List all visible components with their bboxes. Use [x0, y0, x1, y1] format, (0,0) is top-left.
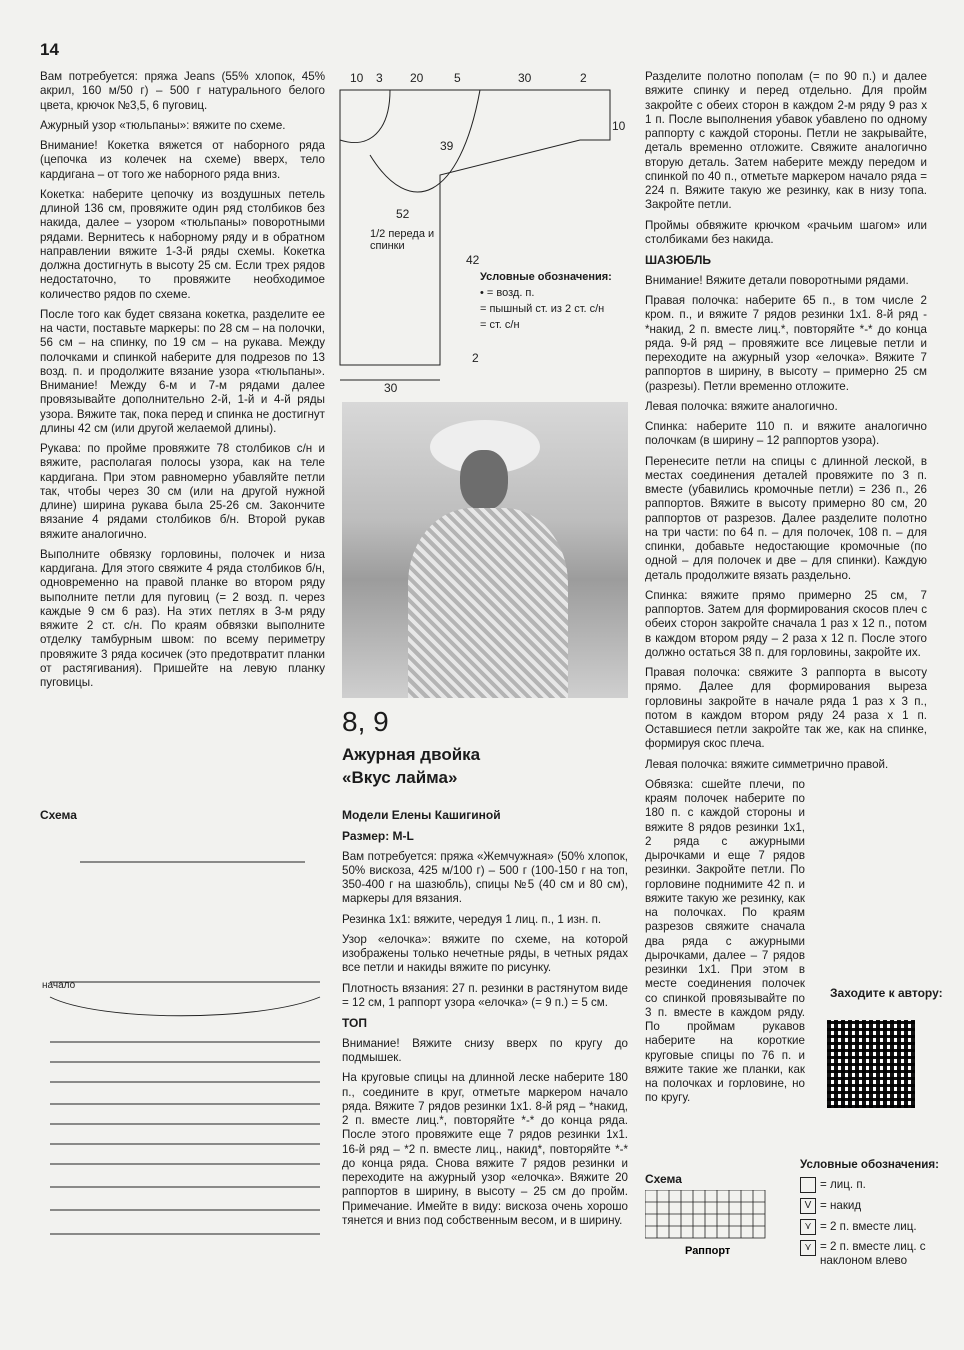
- knit-chart: [645, 1190, 785, 1260]
- title-line-1: Ажурная двойка: [342, 745, 481, 764]
- k2tog-icon: ⋎: [800, 1219, 816, 1235]
- mid-top-note: Внимание! Вяжите снизу вверх по кругу до подмышек.: [342, 1036, 628, 1064]
- ssk-icon: ⋎: [800, 1240, 816, 1256]
- dim-30b: 30: [384, 381, 398, 395]
- dim-5: 5: [454, 71, 461, 85]
- left-p3: Внимание! Кокетка вяжется от наборного ряда (цепочка из колечек на схеме) вверх, тело кардигана – от того же наборного ряда вниз.: [40, 139, 325, 181]
- face: [460, 450, 508, 510]
- r9: Правая полочка: свяжите 3 раппорта в высоту прямо. Далее для формирования выреза горловины закройте в начале ряда 1 раз x 3 п., потом в каждом втором ряду 24 раза x 1 п. Оставшиеся петли закройте так же, как на спинке, формируя скос плеча.: [645, 666, 927, 751]
- dim-2: 2: [580, 71, 587, 85]
- dim-20: 20: [410, 71, 424, 85]
- left-p2: Ажурный узор «тюльпаны»: вяжите по схеме.: [40, 118, 286, 132]
- model-number: 8, 9: [342, 706, 389, 737]
- crochet-chart: [40, 842, 325, 1260]
- left-p1: Вам потребуется: пряжа Jeans (55% хлопок, 45% акрил, 160 м/50 г) – 500 г натурального белого цвета, крючок №3,5, 6 пуговиц.: [40, 70, 325, 112]
- legend-yarnover: = накид: [820, 1198, 862, 1212]
- qr-code[interactable]: [827, 1020, 915, 1108]
- yarnover-icon: V: [800, 1198, 816, 1214]
- r5: Левая полочка: вяжите аналогично.: [645, 399, 838, 413]
- model-photo: [342, 402, 628, 698]
- legend-knit: = лиц. п.: [820, 1177, 866, 1191]
- mid-top-text: На круговые спицы на длинной леске наберите 180 п., соедините в круг, отметьте маркером начало ряда. Вяжите 7 рядов резинки 1x1. 8-й ряд – *накид, 2 п. вместе лиц.*, повторяйте *-* до конца ряда. После этого провяжите еще 7 рядов резинки 1x1. 16-й ряд – *2 п. вместе лиц., накид*, повторяйте *-* до конца ряда. Снова вяжите 7 рядов резинки и переходите на ажурный узор «елочка». Вяжите 20 раппортов в ширину, в высоту – 25 см до пройм. Примечание. Имейте в виду: вискоза очень хорошо тянется и вниз под собственным весом, и в ширину.: [342, 1071, 628, 1227]
- r11: Обвязка: сшейте плечи, по краям полочек наберите по 180 п. с каждой стороны и вяжите 8 рядов резинки 1x1, 2 ряда с ажурными дырочками и еще 7 рядов резинки. Закройте петли. По горловине поднимите 42 п. и вяжите такую же резинку, как на полочках. По краям разрезов свяжите сначала два ряда с ажурными дырочками, далее – 7 рядов резинки 1x1. При этом в месте соединения полочек со спинкой провязывайте по 3 п. вместе в каждом ряду. По проймам рукавов наберите на короткие круговые спицы по 76 п. и вяжите такие же планки, как на полочках и горловине, но по кругу.: [645, 777, 805, 1105]
- piece-label: 1/2 переда и спинки: [370, 228, 435, 252]
- dim-10: 10: [350, 71, 364, 85]
- title-line-2: «Вкус лайма»: [342, 767, 458, 787]
- r4: Правая полочка: наберите 65 п., в том числе 2 кром. п., и вяжите 7 рядов резинки 1x1. 8-й ряд - *накид, 2 п. вместе лиц.*, повторяйте *-* до конца ряда. 9-й ряд – провяжите все лицевые петли и переходите на ажурный узор «елочка». Вяжите 7 раппортов в ширину, в высоту – примерно 25 см (разрезы). Петли временно отложите.: [645, 294, 927, 393]
- top-heading: ТОП: [342, 1016, 367, 1030]
- legend-puff: = пышный ст. из 2 ст. с/н: [480, 302, 605, 315]
- right-scheme-label: Схема: [645, 1172, 682, 1186]
- left-scheme-label: Схема: [40, 808, 77, 822]
- right-column: [645, 70, 927, 1112]
- legend-ssk: = 2 п. вместе лиц. с наклоном влево: [820, 1239, 926, 1267]
- dim-3: 3: [376, 71, 383, 85]
- dim-52: 52: [396, 207, 410, 221]
- r10: Левая полочка: вяжите симметрично правой.: [645, 757, 889, 771]
- legend-chain: • = возд. п.: [480, 286, 535, 299]
- mid-pattern: Узор «елочка»: вяжите по схеме, на которой изображены только нечетные ряды, в четных рядах все петли и накиды вяжите по рисунку.: [342, 932, 628, 975]
- middle-column: [342, 808, 628, 1234]
- author-link-label: Заходите к автору:: [830, 986, 943, 1000]
- size: Размер: M-L: [342, 828, 414, 843]
- left-p4: Кокетка: наберите цепочку из воздушных петель длиной 136 см, провяжите один ряд столбиков без накида, далее – узором «тюльпаны» поворотными рядами. Вернитесь к наборному ряду и в обратном направлении вяжите 1-3-й ряды схемы. Кокетка должна достигнуть в высоту 25 см. Если трех рядов недостаточно, то провяжите необходимое количество рядов по схеме.: [40, 187, 325, 301]
- legend-k2tog: = 2 п. вместе лиц.: [820, 1219, 917, 1233]
- knit-icon: [800, 1177, 816, 1193]
- left-p5: После того как будет связана кокетка, разделите ее на части, поставьте маркеры: по 28 см – на полочки, 56 см – на спинку, по 19 см – на рукава. Между полочками и спинкой наберите для подрезов по 13 возд. п. и продолжите вязание узора «тюльпаны». Внимание! Между 6-м и 7-м рядами далее провязывайте дополнительно 2-й, 1-й и 4-й ряды узора. Вяжите так, пока перед и спинка не достигнут длины 42 см (или другой желаемой длины).: [40, 307, 325, 435]
- pattern-diagram: [330, 70, 630, 400]
- r2: Проймы обвяжите крючком «рачьим шагом» или столбиками без накида.: [645, 218, 927, 246]
- dim-39: 39: [440, 139, 454, 153]
- dim-30: 30: [518, 71, 532, 85]
- model-author: Модели Елены Кашигиной: [342, 808, 501, 822]
- dim-side-10: 10: [612, 119, 626, 133]
- shazubl-heading: ШАЗЮБЛЬ: [645, 253, 711, 267]
- article-title: [342, 744, 480, 790]
- r7: Перенесите петли на спицы с длинной леской, в местах соединения деталей провяжите по 3 п. вместе (убавились кромочные петли) = 236 п., 26 раппортов. Вяжите в высоту примерно 80 см, 20 раппортов от разрезов. Далее разделите полотно на три части: по 64 п. – для полочек, 108 п. – для спинки, добавьте недостающие кромочные (по одной – для полочек и две – для спинки). Каждую деталь продолжите вязать раздельно.: [645, 454, 927, 582]
- dim-42: 42: [466, 253, 480, 267]
- rapport-label: Раппорт: [685, 1245, 731, 1257]
- diagram-legend-title: Условные обозначения:: [480, 271, 612, 283]
- mid-need: Вам потребуется: пряжа «Жемчужная» (50% хлопок, 50% вискоза, 425 м/100 г) – 500 г (100-150 г на топ, 350-400 г на шазюбль), спицы №5 (40 см и 80 см), маркеры для вязания.: [342, 849, 628, 906]
- page-number: 14: [40, 40, 59, 59]
- right-legend-title: Условные обозначения:: [800, 1158, 939, 1171]
- right-legend: [800, 1158, 940, 1273]
- r3: Внимание! Вяжите детали поворотными рядами.: [645, 273, 909, 287]
- r8: Спинка: вяжите прямо примерно 25 см, 7 раппортов. Затем для формирования скосов плеч с обеих сторон закройте сначала 1 раз x 12 п., потом в каждом втором ряду – 2 раза x 12 п. После этого должно остаться 38 п. для горловины, закройте их.: [645, 588, 927, 659]
- lace-top: [408, 508, 568, 698]
- left-p6: Рукава: по пройме провяжите 78 столбиков с/н и вяжите, располагая полосы узора, как на теле кардигана. При этом равномерно убавляйте петли так, чтобы через 30 см (или на другой нужной длине) ширина рукава была 25-26 см. Закончите вязание 4 рядами столбиков б/н. Второй рукав вяжите аналогично.: [40, 442, 325, 541]
- start-label: начало: [42, 980, 76, 991]
- r1: Разделите полотно пополам (= по 90 п.) и далее вяжите спинку и перед отдельно. Для пройм закройте с обеих сторон в каждом 2-м ряду 9 раз x 1 п. После выполнения убавок убавлено по одному раппорту с каждой стороны. Петли не закрывайте, деталь временно отложите. Свяжите аналогично вторую деталь. Затем наберите между передом и спинкой по 40 п., отметьте маркером начало ряда = 224 п. Вяжите такую же резинку, как в низу топа. Закройте петли.: [645, 70, 927, 212]
- r6: Спинка: наберите 110 п. и вяжите аналогично полочкам (в ширину – 12 раппортов узора).: [645, 420, 927, 448]
- dim-2b: 2: [472, 351, 479, 365]
- mid-rib: Резинка 1x1: вяжите, чередуя 1 лиц. п., 1 изн. п.: [342, 912, 602, 926]
- left-column: [40, 70, 325, 696]
- legend-dc: = ст. с/н: [480, 318, 520, 331]
- left-p7: Выполните обвязку горловины, полочек и низа кардигана. Для этого свяжите 4 ряда столбиков б/н, одновременно на правой планке во втором ряду выполните петли для пуговиц (= 2 возд. п. через каждые 9 см 6 раз). На этих петлях в 3-м ряду вяжите 2 ст. с/н. По краям обвязки выполните отделку тамбурным швом: по всему периметру провяжите 3 ряда косичек (это предотвратит планки от растягивания). Пришейте на левую планку пуговицы.: [40, 547, 325, 689]
- mid-density: Плотность вязания: 27 п. резинки в растянутом виде = 12 см, 1 раппорт узора «елочка» (= 9 п.) = 5 см.: [342, 981, 628, 1009]
